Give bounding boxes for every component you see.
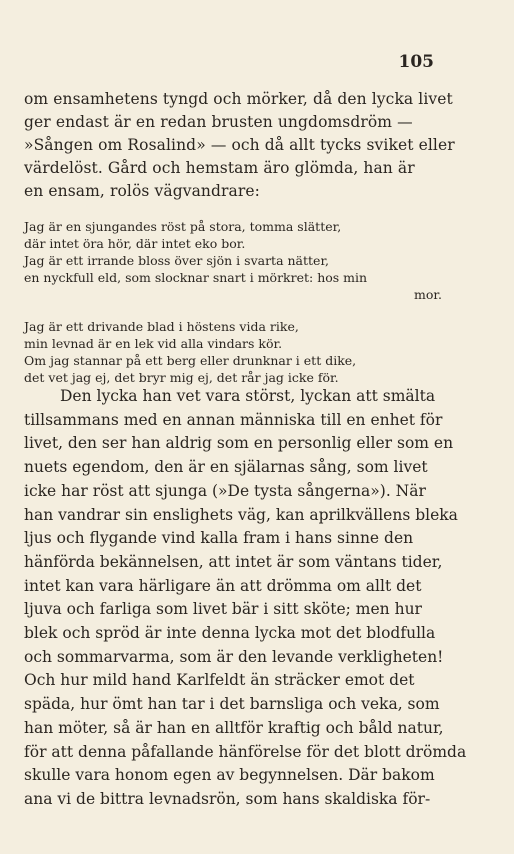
- text-line: hänförda bekännelsen, att intet är som väntans tider,: [24, 552, 443, 571]
- text-line: »Sången om Rosalind» — och då allt tycks sviket eller: [24, 136, 455, 154]
- text-line: blek och spröd är inte denna lycka mot det blodfulla: [24, 624, 436, 643]
- poem-line: Jag är ett drivande blad i höstens vida rike,: [24, 319, 299, 334]
- page-number: 105: [398, 52, 434, 72]
- text-line: Den lycka han vet vara störst, lyckan att smälta: [60, 387, 436, 405]
- text-line: för att denna påfallande hänförelse för det blott drömda: [24, 742, 467, 761]
- poem-line: där intet öra hör, där intet eko bor.: [24, 236, 246, 251]
- text-line: späda, hur ömt han tar i det barnsliga och veka, som: [24, 695, 440, 714]
- poem-line: min levnad är en lek vid alla vindars kör.: [24, 336, 283, 351]
- text-line: intet kan vara härligare än att drömma om allt det: [24, 576, 422, 595]
- poem-line: det vet jag ej, det bryr mig ej, det rår jag icke för.: [24, 370, 339, 385]
- text-line: tillsammans med en annan människa till en enhet för: [24, 410, 443, 429]
- text-line: icke har röst att sjunga (»De tysta sångerna»). När: [24, 481, 426, 500]
- text-line: ljuva och farliga som livet bär i sitt sköte; men hur: [24, 600, 422, 619]
- text-line: skulle vara honom egen av begynnelsen. Där bakom: [24, 766, 435, 785]
- text-line: ger endast är en redan brusten ungdomsdröm —: [24, 113, 413, 131]
- poem-stanza-2: [24, 318, 454, 386]
- text-line: Och hur mild hand Karlfeldt än sträcker emot det: [24, 671, 415, 690]
- paragraph-1: [24, 88, 454, 203]
- poem-line: en nyckfull eld, som slocknar snart i mörkret: hos min: [24, 270, 368, 285]
- text-line: ana vi de bittra levnadsrön, som hans skaldiska för-: [24, 789, 431, 808]
- text-line: han möter, så är han en alltför kraftig och båld natur,: [24, 718, 444, 737]
- text-line: och sommarvarma, som är den levande verkligheten!: [24, 647, 444, 666]
- poem-line: Jag är ett irrande bloss över sjön i svarta nätter,: [24, 253, 330, 268]
- poem-line: Om jag stannar på ett berg eller drunknar i ett dike,: [24, 353, 357, 368]
- text-line: han vandrar sin enslighets väg, kan aprilkvällens bleka: [24, 505, 458, 524]
- text-line: nuets egendom, den är en själarnas sång, som livet: [24, 458, 428, 477]
- text-line: ljus och flygande vind kalla fram i hans sinne den: [24, 529, 414, 548]
- poem-stanza-1: [24, 218, 454, 303]
- paragraph-2: [24, 385, 467, 812]
- poem-line: Jag är en sjungandes röst på stora, tomma slätter,: [24, 219, 342, 234]
- text-line: livet, den ser han aldrig som en personlig eller som en: [24, 434, 454, 453]
- poem-line: mor.: [414, 287, 442, 302]
- text-line: om ensamhetens tyngd och mörker, då den lycka livet: [24, 90, 453, 108]
- text-line: en ensam, rolös vägvandrare:: [24, 182, 260, 200]
- text-line: värdelöst. Gård och hemstam äro glömda, han är: [24, 159, 415, 177]
